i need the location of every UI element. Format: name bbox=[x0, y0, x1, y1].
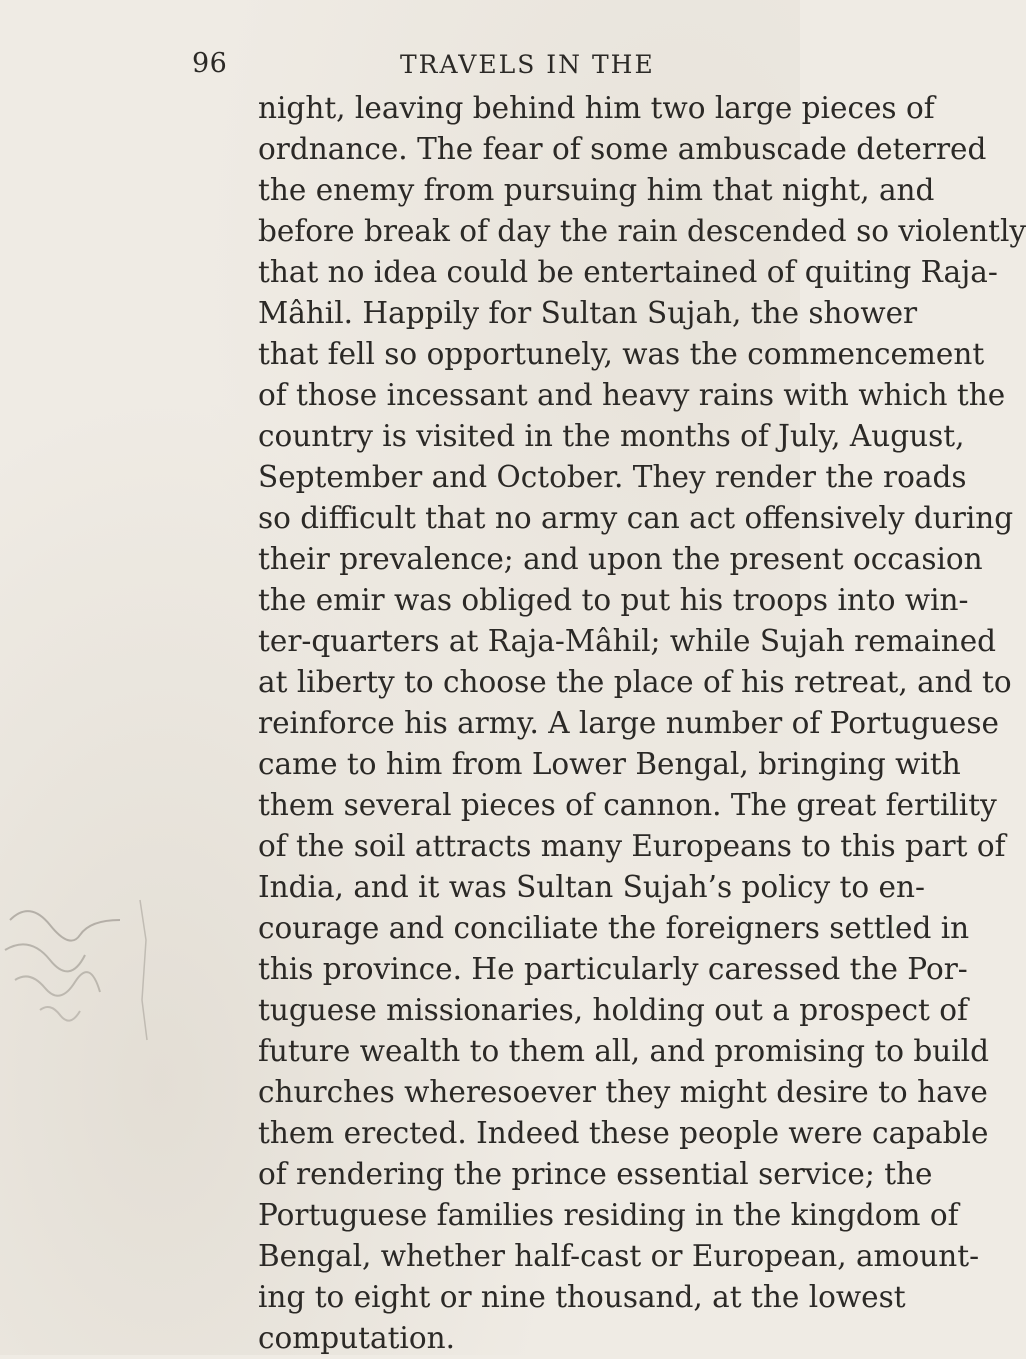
page-number: 96 bbox=[192, 48, 228, 79]
text-line: future wealth to them all, and promising to build bbox=[258, 1034, 990, 1068]
text-line: churches wheresoever they might desire to have bbox=[258, 1075, 988, 1109]
text-line: before break of day the rain descended so violently bbox=[258, 214, 1026, 248]
text-line: of rendering the prince essential service; the bbox=[258, 1157, 933, 1191]
text-line: their prevalence; and upon the present occasion bbox=[258, 542, 983, 576]
text-line: night, leaving behind him two large pieces of bbox=[258, 91, 935, 125]
text-line: Portuguese families residing in the kingdom of bbox=[258, 1198, 959, 1232]
text-line: of those incessant and heavy rains with which the bbox=[258, 378, 1006, 412]
text-line: computation. bbox=[258, 1321, 456, 1355]
text-line: that fell so opportunely, was the commencement bbox=[258, 337, 985, 371]
text-line: ter-quarters at Raja-Mâhil; while Sujah remained bbox=[258, 624, 997, 658]
text-line: so difficult that no army can act offensively during bbox=[258, 501, 1014, 535]
text-line: came to him from Lower Bengal, bringing with bbox=[258, 747, 961, 781]
text-line: at liberty to choose the place of his retreat, and to bbox=[258, 665, 1012, 699]
text-line: reinforce his army. A large number of Portuguese bbox=[258, 706, 999, 740]
text-line: the emir was obliged to put his troops into win- bbox=[258, 583, 969, 617]
text-line: courage and conciliate the foreigners settled in bbox=[258, 911, 970, 945]
text-line: of the soil attracts many Europeans to this part of bbox=[258, 829, 1006, 863]
text-line: ing to eight or nine thousand, at the lowest bbox=[258, 1280, 906, 1314]
text-line: this province. He particularly caressed the Por- bbox=[258, 952, 968, 986]
text-line: tuguese missionaries, holding out a prospect of bbox=[258, 993, 968, 1027]
text-line: September and October. They render the roads bbox=[258, 460, 967, 494]
running-title: TRAVELS IN THE bbox=[400, 50, 655, 79]
text-line: the enemy from pursuing him that night, and bbox=[258, 173, 935, 207]
text-line: Mâhil. Happily for Sultan Sujah, the shower bbox=[258, 296, 918, 330]
show-through-ink-mark bbox=[0, 880, 180, 1060]
text-line: Bengal, whether half-cast or European, amount- bbox=[258, 1239, 980, 1273]
text-line: them erected. Indeed these people were capable bbox=[258, 1116, 989, 1150]
text-line: ordnance. The fear of some ambuscade deterred bbox=[258, 132, 987, 166]
text-line: that no idea could be entertained of quiting Raja- bbox=[258, 255, 998, 289]
text-line: them several pieces of cannon. The great fertility bbox=[258, 788, 997, 822]
text-line: country is visited in the months of July, August, bbox=[258, 419, 965, 453]
text-line: India, and it was Sultan Sujah’s policy to en- bbox=[258, 870, 925, 904]
running-header bbox=[180, 38, 780, 88]
